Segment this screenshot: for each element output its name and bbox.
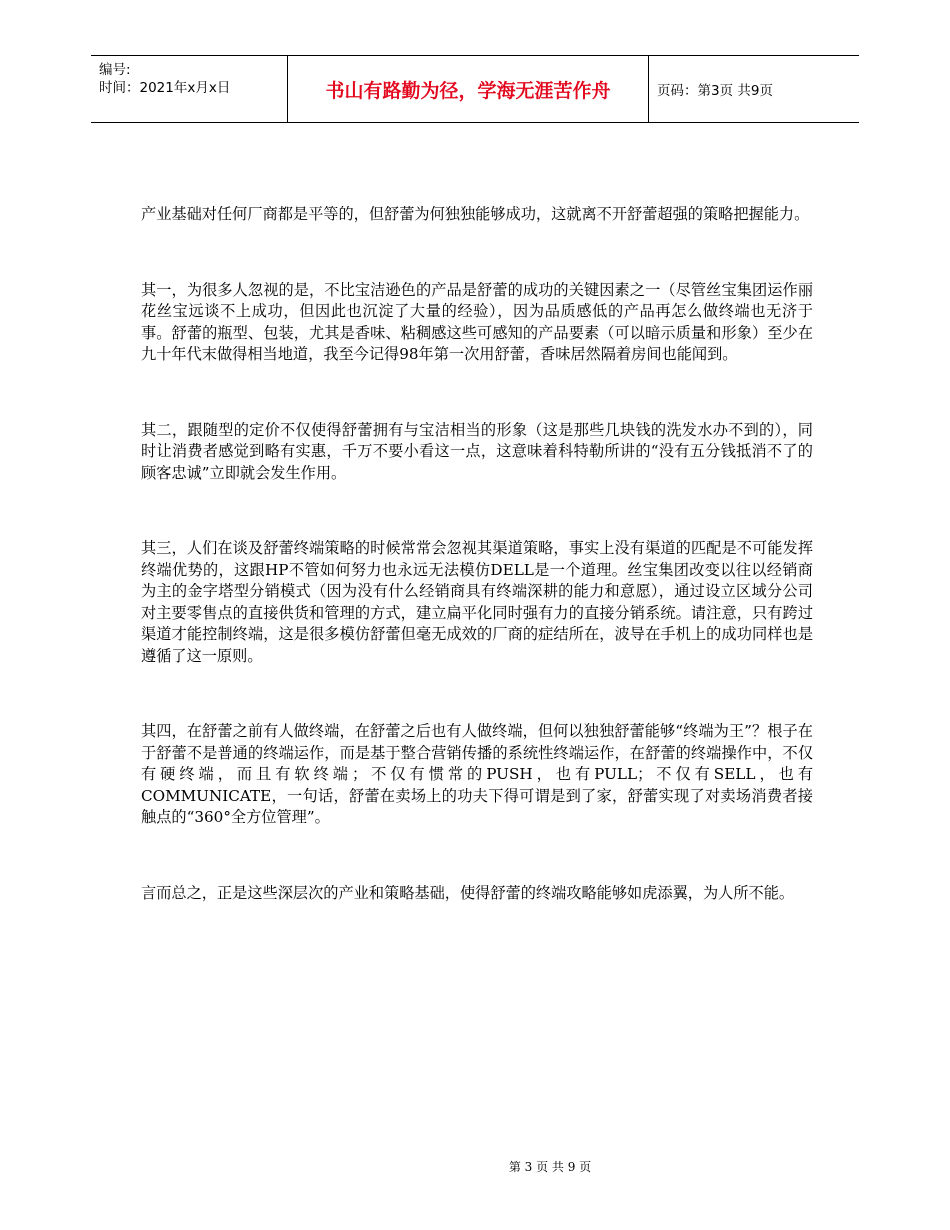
header-page-info: 页码：第3页 共9页	[657, 83, 773, 99]
paragraph-conclusion: 言而总之，正是这些深层次的产业和策略基础，使得舒蕾的终端攻略能够如虎添翼，为人所不能。	[141, 883, 795, 902]
header-meta	[99, 61, 287, 97]
page-header	[91, 55, 859, 123]
document-number: 编号:	[99, 62, 131, 78]
paragraph-point-4: 其四，在舒蕾之前有人做终端，在舒蕾之后也有人做终端，但何以独独舒蕾能够“终端为王”？根子在于舒蕾不是普通的终端运作，而是基于整合营销传播的系统性终端运作，在舒蕾的终端操作中，不仅有硬终端，而且有软终端；不仅有惯常的PUSH，也有PULL；不仅有SELL，也有COMMUNICATE，一句话，舒蕾在卖场上的功夫下得可谓是到了家，舒蕾实现了对卖场消费者接触点的“360°全方位管理”。	[141, 722, 813, 826]
document-body	[141, 204, 813, 904]
header-motto: 书山有路勤为径，学海无涯苦作舟	[325, 79, 611, 102]
document-time: 时间：2021年x月x日	[99, 80, 231, 96]
header-divider-right	[648, 56, 649, 122]
page-footer: 第 3 页 共 9 页	[508, 1160, 592, 1174]
paragraph-point-1: 其一，为很多人忽视的是，不比宝洁逊色的产品是舒蕾的成功的关键因素之一（尽管丝宝集团运作丽花丝宝远谈不上成功，但因此也沉淀了大量的经验），因为品质感低的产品再怎么做终端也无济于事。舒蕾的瓶型、包装，尤其是香味、粘稠感这些可感知的产品要素（可以暗示质量和形象）至少在九十年代末做得相当地道，我至今记得98年第一次用舒蕾，香味居然隔着房间也能闻到。	[141, 280, 813, 363]
paragraph-point-3: 其三，人们在谈及舒蕾终端策略的时候常常会忽视其渠道策略，事实上没有渠道的匹配是不可能发挥终端优势的，这跟HP不管如何努力也永远无法模仿DELL是一个道理。丝宝集团改变以往以经销商为主的金字塔型分销模式（因为没有什么经销商具有终端深耕的能力和意愿），通过设立区域分公司对主要零售点的直接供货和管理的方式，建立扁平化同时强有力的直接分销系统。请注意，只有跨过渠道才能控制终端，这是很多模仿舒蕾但毫无成效的厂商的症结所在，波导在手机上的成功同样也是遵循了这一原则。	[141, 539, 813, 665]
paragraph-intro: 产业基础对任何厂商都是平等的，但舒蕾为何独独能够成功，这就离不开舒蕾超强的策略把握能力。	[141, 205, 810, 223]
paragraph-point-2: 其二，跟随型的定价不仅使得舒蕾拥有与宝洁相当的形象（这是那些几块钱的洗发水办不到的），同时让消费者感觉到略有实惠，千万不要小看这一点，这意味着科特勒所讲的“没有五分钱抵消不了的顾客忠诚”立即就会发生作用。	[141, 420, 813, 482]
